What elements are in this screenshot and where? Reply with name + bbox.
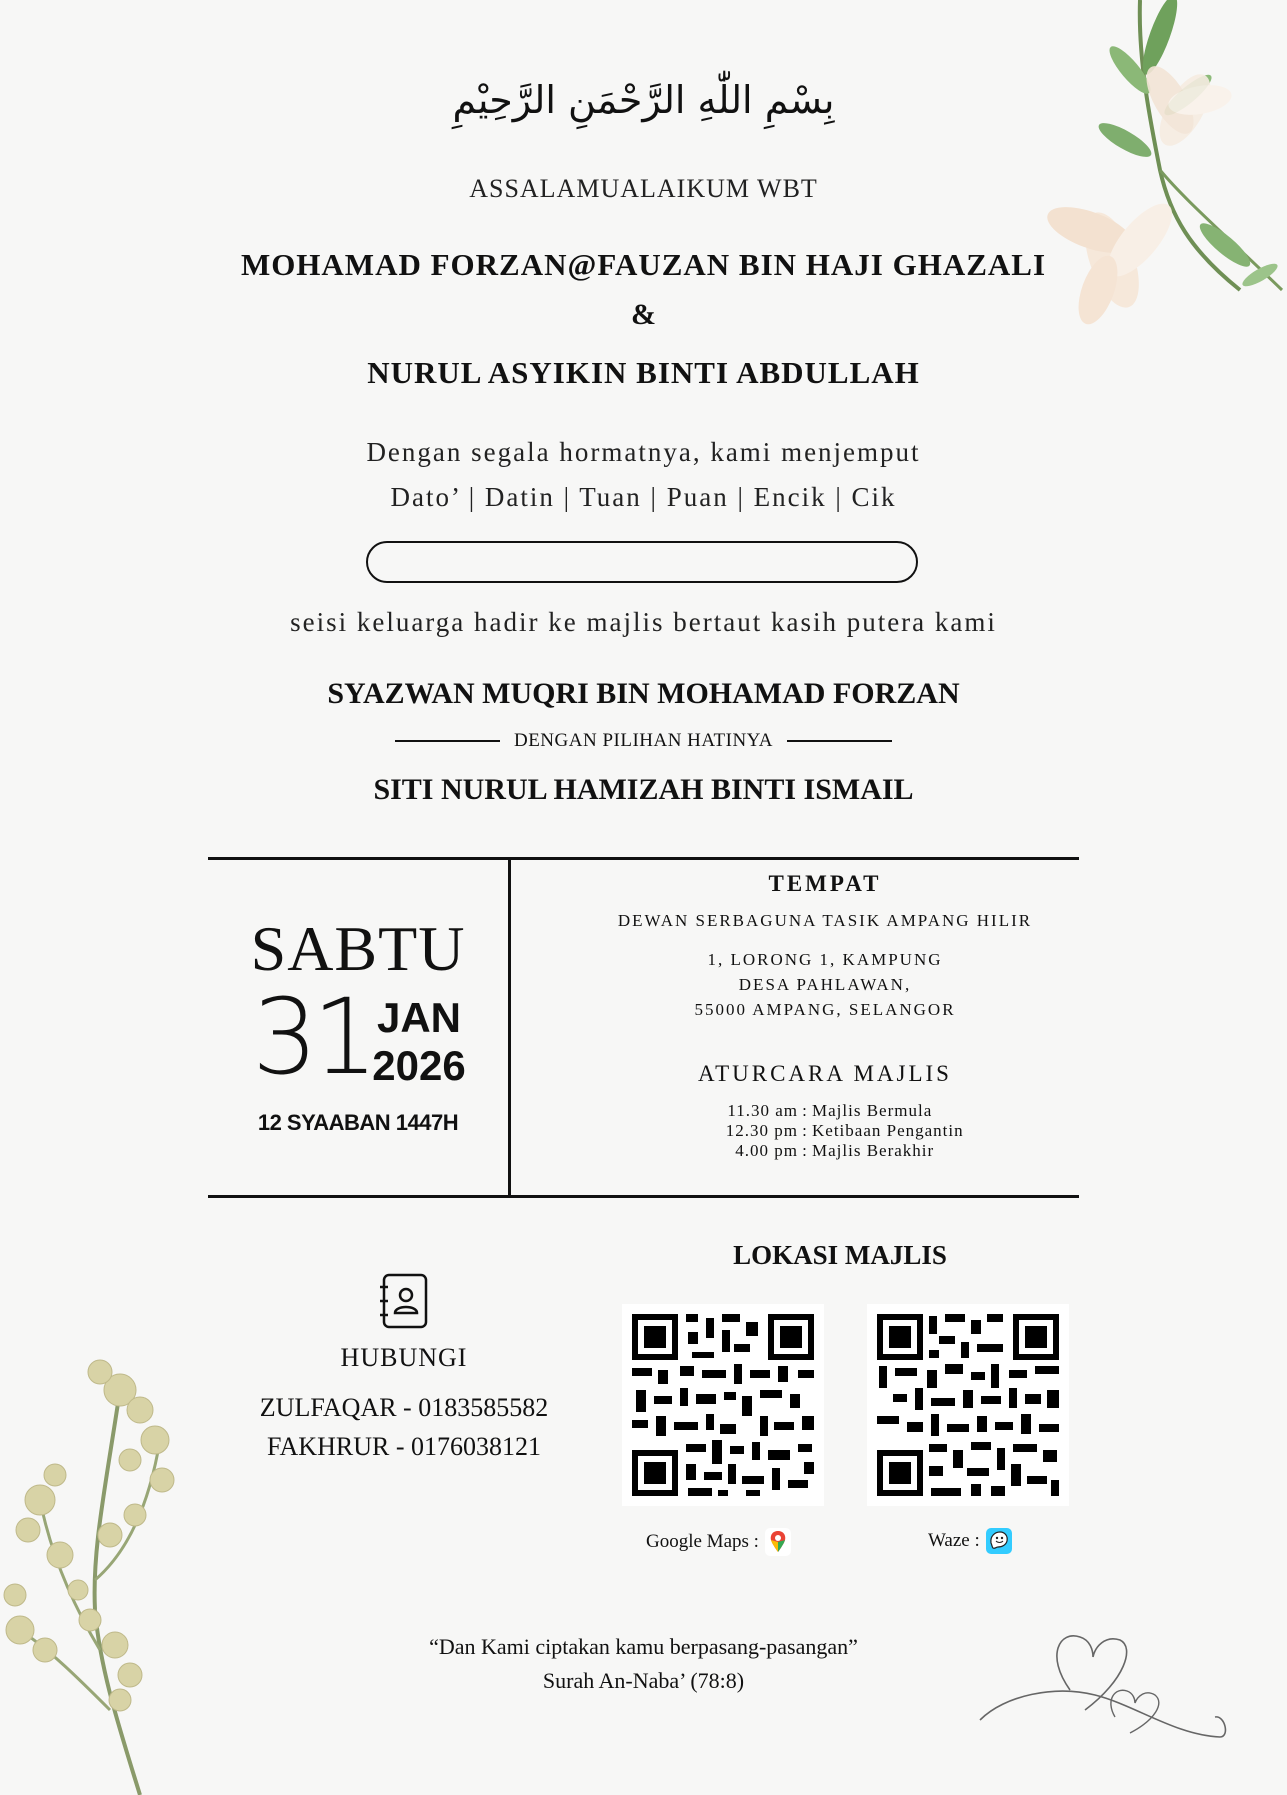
qr-pattern — [622, 1304, 824, 1506]
programme-event: Majlis Berakhir — [812, 1141, 935, 1160]
salam-greeting: ASSALAMUALAIKUM WBT — [469, 174, 818, 203]
details-bottom-rule — [208, 1195, 1079, 1198]
contact-person[interactable]: ZULFAQAR - 0183585582 — [259, 1393, 549, 1422]
connector-rule-right — [787, 740, 892, 742]
programme-event: Majlis Bermula — [812, 1101, 933, 1120]
google-maps-link[interactable] — [646, 1528, 791, 1556]
programme-time: 12.30 pm — [725, 1121, 798, 1140]
guest-name-box — [366, 541, 918, 583]
invitation-titles: Dato’ | Datin | Tuan | Puan | Encik | Cik — [390, 482, 897, 512]
details-top-rule — [208, 857, 1079, 860]
waze-label: Waze : — [928, 1530, 980, 1551]
lily-branch-decoration — [1020, 0, 1287, 345]
footer-quote: “Dan Kami ciptakan kamu berpasang-pasangan” — [429, 1634, 858, 1659]
event-year: 2026 — [372, 1042, 466, 1089]
hijri-date: 12 SYAABAN 1447H — [257, 1110, 459, 1135]
programme-item: 12.30 pm : Ketibaan Pengantin — [690, 1121, 1030, 1141]
invitation-line-1: Dengan segala hormatnya, kami menjemput — [366, 437, 921, 467]
qr-pattern — [867, 1304, 1069, 1506]
waze-qr-code[interactable] — [867, 1304, 1069, 1506]
venue-address-line: 55000 AMPANG, SELANGOR — [694, 1000, 956, 1019]
contact-person[interactable]: FAKHRUR - 0176038121 — [267, 1432, 541, 1461]
groom-name: SYAZWAN MUQRI BIN MOHAMAD FORZAN — [327, 677, 960, 710]
event-day: SABTU — [250, 913, 466, 984]
location-heading: LOKASI MAJLIS — [733, 1240, 947, 1270]
host-father-name: MOHAMAD FORZAN@FAUZAN BIN HAJI GHAZALI — [240, 247, 1047, 282]
host-ampersand: & — [631, 298, 656, 331]
host-mother-name: NURUL ASYIKIN BINTI ABDULLAH — [367, 355, 920, 390]
footer-surah-reference: Surah An-Naba’ (78:8) — [542, 1668, 745, 1693]
programme-event: Ketibaan Pengantin — [812, 1121, 964, 1140]
venue-name: DEWAN SERBAGUNA TASIK AMPANG HILIR — [617, 911, 1033, 930]
contact-heading: HUBUNGI — [340, 1343, 468, 1372]
google-maps-label: Google Maps : — [646, 1531, 759, 1552]
connector-rule-left — [395, 740, 500, 742]
contact-book-icon — [378, 1273, 430, 1329]
event-month: JAN — [376, 994, 462, 1041]
bismillah-text: بِسْمِ اللّٰهِ الرَّحْمَنِ الرَّحِيْمِ — [452, 78, 835, 122]
google-maps-icon — [765, 1528, 791, 1556]
google-maps-qr-code[interactable] — [622, 1304, 824, 1506]
couple-connector — [0, 730, 1287, 752]
connector-text: DENGAN PILIHAN HATINYA — [513, 730, 774, 751]
invitation-line-3: seisi keluarga hadir ke majlis bertaut kasih putera kami — [290, 607, 997, 637]
programme-time: 4.00 pm — [735, 1141, 798, 1160]
programme-heading: ATURCARA MAJLIS — [698, 1061, 952, 1086]
programme-time: 11.30 am — [727, 1101, 798, 1120]
waze-icon — [986, 1528, 1012, 1554]
event-date-number: 31 — [252, 976, 373, 1098]
bride-name: SITI NURUL HAMIZAH BINTI ISMAIL — [373, 773, 914, 806]
venue-heading: TEMPAT — [768, 871, 882, 896]
venue-address-line: 1, LORONG 1, KAMPUNG — [707, 950, 943, 969]
programme-item: 4.00 pm : Majlis Berakhir — [690, 1141, 1030, 1161]
gypsophila-decoration — [0, 1350, 190, 1795]
venue-address-line: DESA PAHLAWAN, — [738, 975, 912, 994]
programme-item: 11.30 am : Majlis Bermula — [690, 1101, 1030, 1121]
waze-link[interactable] — [928, 1528, 1012, 1554]
